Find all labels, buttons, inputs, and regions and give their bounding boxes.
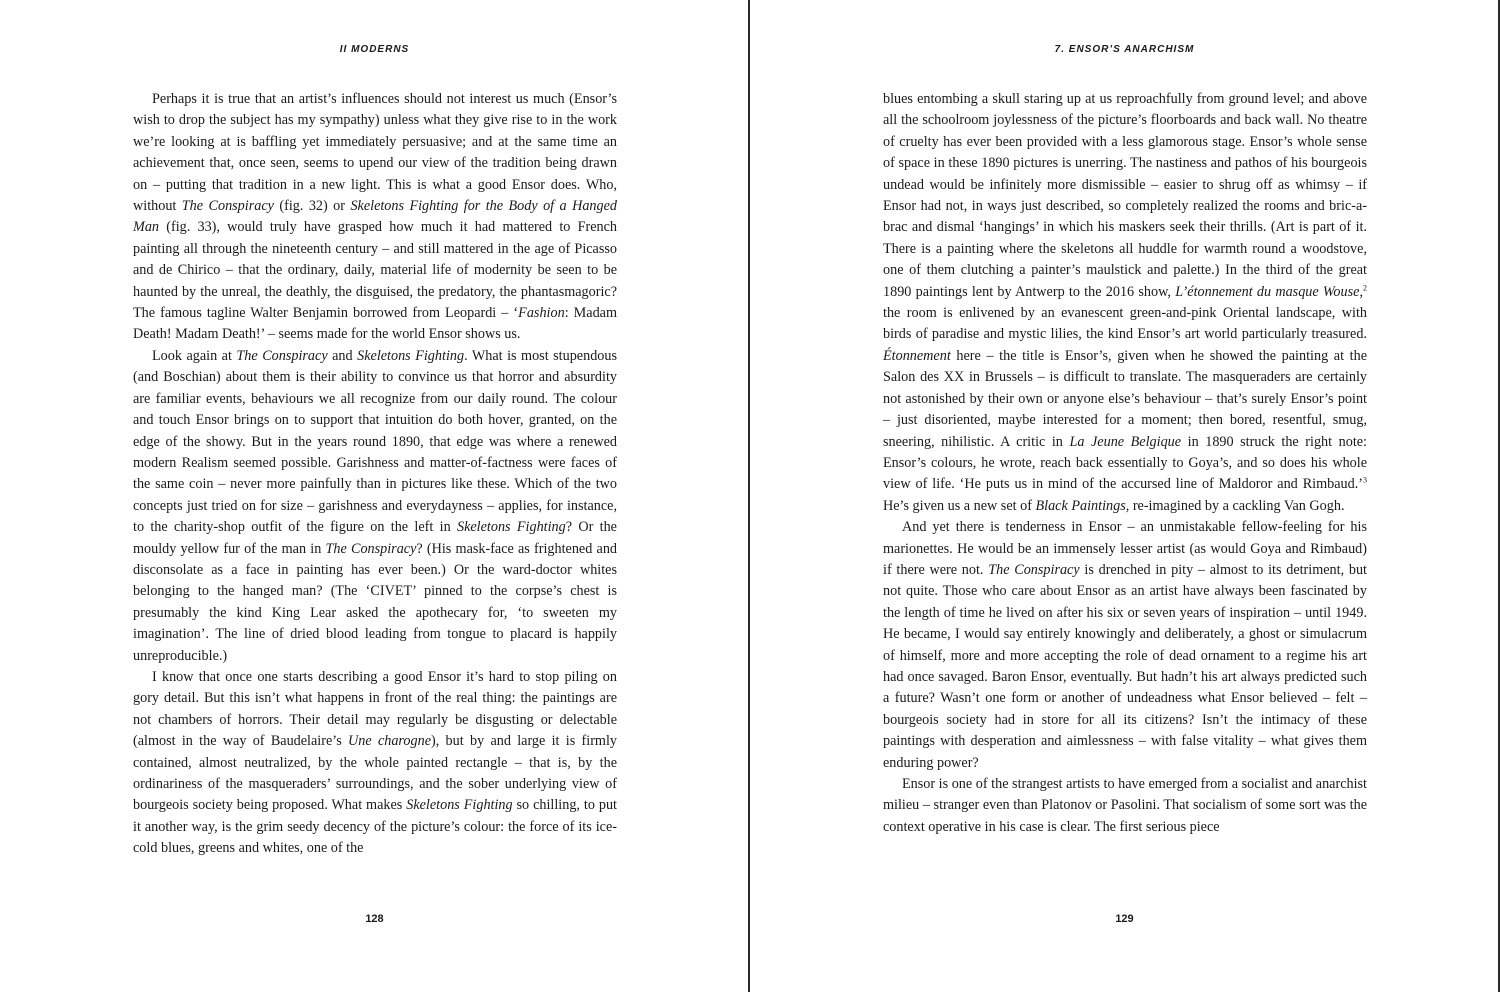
note-marker: 3 xyxy=(1363,475,1367,485)
text-run: I know that once one starts describing a good Ensor it’s hard to stop piling on gory detail. But this isn’t what happens in front of the real thing: the paintings are not chambers of horrors. Their detail may regularly be disgusting or delectable (almost in the way of Baudelaire’s xyxy=(133,668,617,750)
page-number: 129 xyxy=(1115,913,1134,925)
left-page xyxy=(0,0,749,992)
paragraph xyxy=(883,774,1367,838)
text-run: , xyxy=(1359,283,1363,300)
text-run: is drenched in pity – almost to its detriment, but not quite. Those who care about Ensor as an artist have always been fascinated by the length of time he lived on after his six or seven years of inspiration – until 1949. He became, I would say entirely knowingly and deliberately, a ghost or simulacrum of himself, more and more accepting the role of dead ornament to a regime his art had once savaged. Baron Ensor, eventually. But hadn’t his art always predicted such a future? Wasn’t one form or another of undeadness what Ensor believed – felt – bourgeois society had in store for all its citizens? Isn’t the intimacy of these paintings with desperation and aimlessness – with false vitality – what gives them enduring power? xyxy=(883,561,1367,771)
italic-run: Black Paintings xyxy=(1035,497,1126,514)
text-run: so chilling, to put it another way, is the grim seedy decency of the picture’s colour: the force of its ice-cold blues, greens and whites, one of the xyxy=(133,797,617,857)
text-run: . What is most stupendous (and Boschian) about them is their ability to convince us that horror and absurdity are familiar events, behaviours we all recognize from our daily round. The colour and touch Ensor brings on to support that intuition do both hover, granted, on the edge of the showy. But in the years round 1890, that edge was where a renewed modern Realism seemed possible. Garishness and matter-of-factness were faces of the same coin – never more painfully than in pictures like these. Which of the two concepts just tried on for size – garishness and everydayness – applies, for instance, to the charity-shop outfit of the figure on the left in xyxy=(133,347,617,536)
italic-run: Fashion xyxy=(518,305,565,322)
text-run: , re-imagined by a cackling Van Gogh. xyxy=(1125,497,1345,514)
text-run: : Madam Death! Madam Death!’ – seems made for the world Ensor shows us. xyxy=(133,305,618,343)
italic-run: Skeletons Fighting xyxy=(456,519,566,536)
text-run: in 1890 struck the right note: Ensor’s colours, he wrote, reach back essentially to Goya’s, and so does his whole view of life. ‘He puts us in mind of the accursed line of Maldoror and Rimbaud.’ xyxy=(883,433,1367,493)
text-run: (fig. 33), would truly have grasped how much it had mattered to French painting all through the nineteenth century – and still mattered in the age of Picasso and de Chirico – that the ordinary, daily, material life of modernity be seen to be haunted by the unreal, the deathly, the disguised, the predatory, the phantasmagoric? The famous tagline Walter Benjamin borrowed from Leopardi – ‘ xyxy=(133,219,617,322)
text-run: the room is enlivened by an evanescent green-and-pink Oriental landscape, with birds of paradise and mystic lilies, the kind Ensor’s art world particularly treasured. xyxy=(883,305,1367,343)
text-run: ? Or the mouldy yellow fur of the man in xyxy=(133,519,617,557)
page-number: 128 xyxy=(365,913,384,925)
italic-run: L’étonnement du masque Wouse xyxy=(1175,283,1360,300)
text-run: Perhaps it is true that an artist’s influences should not interest us much (Ensor’s wish to drop the subject has my sympathy) unless what they give rise to in the work we’re looking at is baffling yet immediately persuasive; and at the same time an achievement that, once seen, seems to upend our view of the tradition being drawn on – putting that tradition in a new light. This is what a good Ensor does. Who, without xyxy=(133,91,617,215)
body-text xyxy=(883,89,1367,838)
text-run: Ensor is one of the strangest artists to have emerged from a socialist and anarchist milieu – stranger even than Platonov or Pasolini. That socialism of some sort was the context operative in his case is clear. The first serious piece xyxy=(883,776,1367,835)
body-text xyxy=(133,89,617,860)
paragraph xyxy=(133,89,617,346)
text-run: Look again at xyxy=(152,347,237,364)
italic-run: The Conspiracy xyxy=(181,198,274,215)
paragraph xyxy=(883,517,1367,774)
italic-run: The Conspiracy xyxy=(236,347,328,364)
running-head: 7. ENSOR’S ANARCHISM xyxy=(1054,44,1195,55)
italic-run: The Conspiracy xyxy=(325,540,417,557)
paragraph xyxy=(883,89,1367,517)
running-head: II MODERNS xyxy=(339,44,410,55)
text-run: He’s given us a new set of xyxy=(883,497,1036,514)
italic-run: Une charogne xyxy=(348,733,431,750)
italic-run: La Jeune Belgique xyxy=(1069,433,1182,450)
italic-run: Skeletons Fighting xyxy=(357,347,465,364)
text-run: ), but by and large it is firmly contained, almost neutralized, by the whole painted rectangle – that is, by the ordinariness of the masqueraders’ surroundings, and the sober underlying view of bourgeois society being proposed. What makes xyxy=(133,733,617,814)
paragraph xyxy=(133,667,617,860)
text-run: here – the title is Ensor’s, given when he showed the painting at the Salon des XX in Brussels – is difficult to translate. The masqueraders are certainly not astonished by their own or anyone else’s behaviour – that’s surely Ensor’s point – just disoriented, maybe interested for a moment; then bored, resentful, smug, sneering, nihilistic. A critic in xyxy=(883,347,1367,450)
text-run: and xyxy=(327,347,358,364)
text-run: (fig. 32) or xyxy=(273,198,351,215)
note-marker: 2 xyxy=(1363,282,1367,292)
text-run: And yet there is tenderness in Ensor – an unmistakable fellow-feeling for his marionettes. He would be an immensely lesser artist (as would Goya and Rimbaud) if there were not. xyxy=(883,519,1367,578)
italic-run: The Conspiracy xyxy=(988,561,1080,578)
text-run: ? (His mask-face as frightened and disconsolate as a face in painting has ever been.) Or the ward-doctor whites belonging to the hanged man? (The ‘CIVET’ pinned to the corpse’s chest is presumably the kind King Lear asked the apothecary for, ‘to sweeten my imagination’. The line of dried blood leading from tongue to placard is happily unreproducible.) xyxy=(133,540,618,664)
italic-run: Skeletons Fighting for the Body of a Hanged Man xyxy=(133,198,618,236)
italic-run: Étonnement xyxy=(883,347,951,364)
italic-run: Skeletons Fighting xyxy=(406,797,513,814)
right-page xyxy=(750,0,1499,992)
text-run: blues entombing a skull staring up at us reproachfully from ground level; and above all the schoolroom joylessness of the picture’s floorboards and back wall. No theatre of cruelty has ever been provided with a less glamorous stage. Ensor’s whole sense of space in these 1890 pictures is unerring. The nastiness and pathos of his bourgeois undead would be infinitely more dismissible – easier to shrug off as whimsy – if Ensor had not, in ways just described, so completely realized the rooms and bric-a-brac and dismal ‘hangings’ in which his maskers seek their thrills. (Art is part of it. There is a painting where the skeletons all huddle for warmth round a woodstove, one of them clutching a painter’s maulstick and palette.) In the third of the great 1890 paintings lent by Antwerp to the 2016 show, xyxy=(883,91,1367,300)
paragraph xyxy=(133,346,617,667)
